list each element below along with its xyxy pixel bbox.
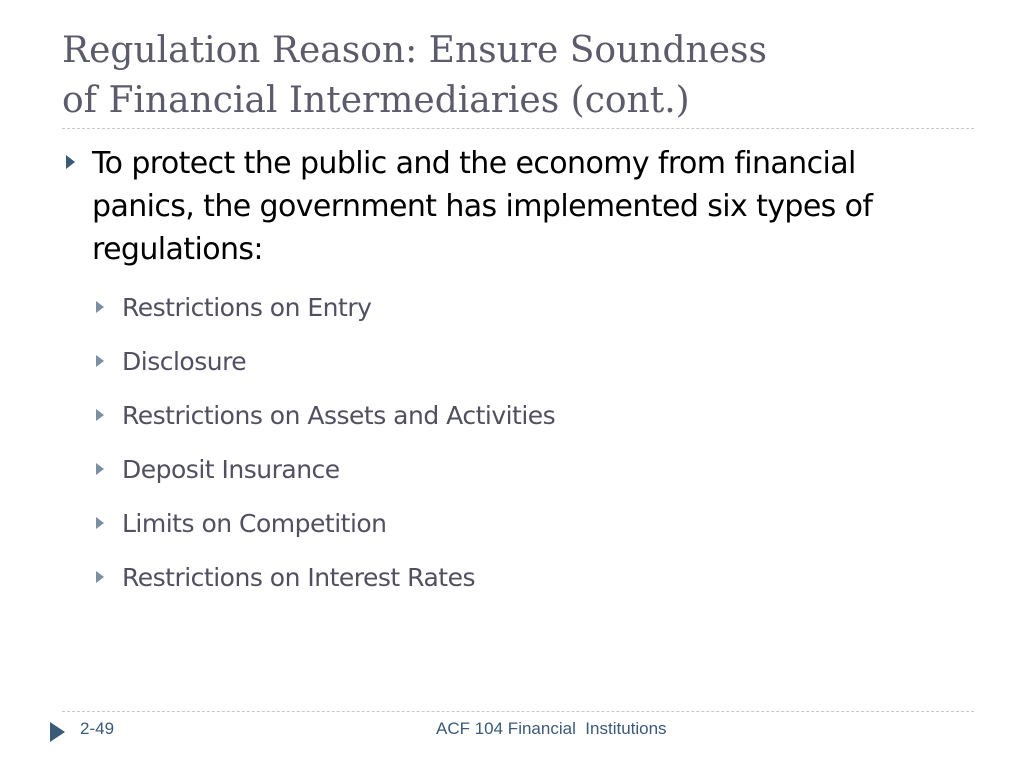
sub-bullet-arrow-icon [96,409,104,421]
sub-bullet-text: Restrictions on Entry [122,293,372,322]
course-name: ACF 104 Financial Institutions [436,719,667,738]
sub-bullet-restrictions-on-assets [62,389,962,443]
sub-bullet-text: Restrictions on Interest Rates [122,563,476,592]
main-bullet [62,142,962,271]
sub-bullet-restrictions-on-interest-rates [62,551,962,605]
title-divider [62,128,974,129]
sub-bullet-arrow-icon [96,571,104,583]
title-line-1: Regulation Reason: Ensure Soundness [62,30,767,71]
sub-bullet-limits-on-competition [62,497,962,551]
sub-bullet-arrow-icon [96,355,104,367]
sub-bullet-text: Restrictions on Assets and Activities [122,401,556,430]
slide-title [62,26,962,126]
bullet-arrow-icon [66,155,75,169]
slide-content [62,142,962,605]
sub-bullet-deposit-insurance [62,443,962,497]
title-line-2: of Financial Intermediaries (cont.) [62,80,690,121]
sub-bullet-text: Disclosure [122,347,247,376]
sub-bullet-arrow-icon [96,517,104,529]
slide-number: 2-49 [80,719,115,738]
footer-divider [62,711,974,712]
sub-bullet-text: Limits on Competition [122,509,387,538]
sub-bullet-disclosure [62,335,962,389]
sub-bullet-arrow-icon [96,301,104,313]
main-bullet-text: To protect the public and the economy from financial panics, the government has implemented six types of regulations: [92,146,873,267]
sub-bullet-restrictions-on-entry [62,281,962,335]
sub-bullet-arrow-icon [96,463,104,475]
sub-bullet-text: Deposit Insurance [122,455,340,484]
regulation-types-list [62,281,962,605]
footer-triangle-icon [50,722,65,742]
